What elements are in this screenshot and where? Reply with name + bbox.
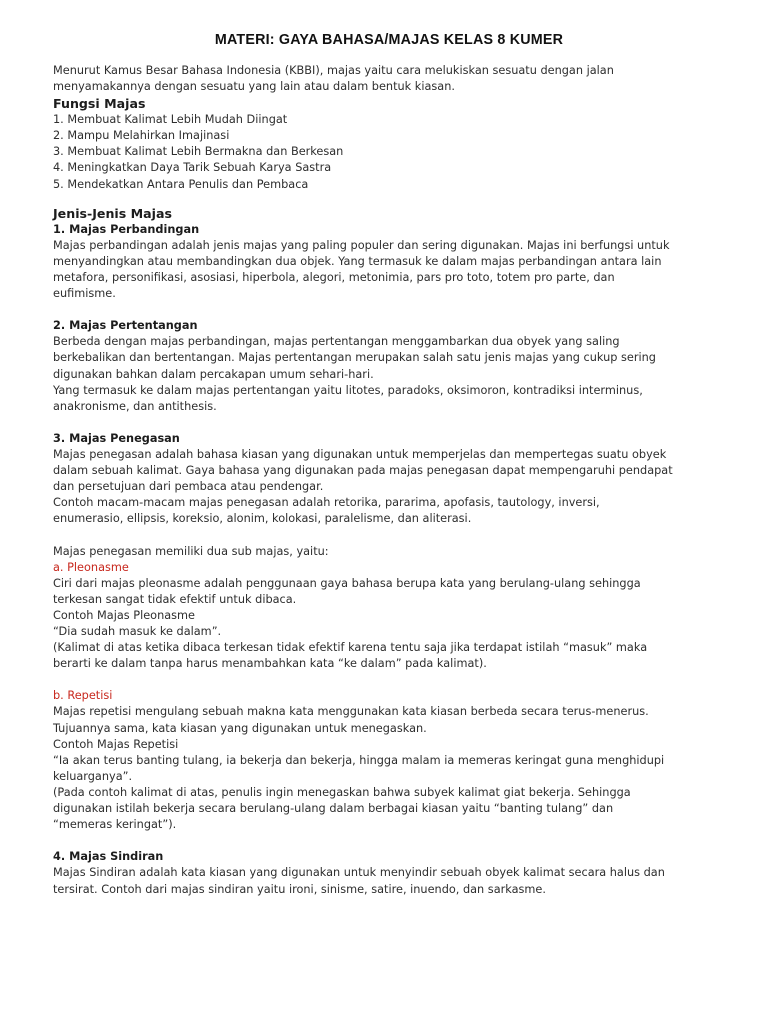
paragraph-line: Yang termasuk ke dalam majas pertentangan yaitu litotes, paradoks, oksimoron, kontradiksi interminus, (53, 383, 643, 397)
page-title: MATERI: GAYA BAHASA/MAJAS KELAS 8 KUMER (214, 32, 564, 48)
document-page (53, 31, 725, 898)
section-pertentangan (53, 318, 725, 415)
section-heading: 2. Majas Pertentangan (53, 319, 198, 333)
example-line: berarti ke dalam tanpa harus menambahkan kata “ke dalam” pada kalimat). (53, 657, 487, 671)
paragraph-line: Tujuannya sama, kata kiasan yang digunakan untuk menegaskan. (53, 721, 427, 735)
example-line: keluarganya”. (53, 769, 133, 783)
intro-line: Menurut Kamus Besar Bahasa Indonesia (KBBI), majas yaitu cara melukiskan sesuatu dengan jalan (53, 64, 614, 77)
paragraph-line: anakronisme, dan antithesis. (53, 399, 217, 413)
paragraph-line: berkebalikan dan bertentangan. Majas pertentangan merupakan salah satu jenis majas yang cukup sering (53, 351, 656, 365)
intro-paragraph (53, 63, 725, 95)
paragraph-line: digunakan bahkan dalam percakapan umum sehari-hari. (53, 367, 374, 381)
fungsi-heading: Fungsi Majas (53, 96, 146, 112)
paragraph-line: Majas Sindiran adalah kata kiasan yang digunakan untuk menyindir sebuah obyek kalimat secara halus dan (53, 866, 665, 880)
paragraph-line: tersirat. Contoh dari majas sindiran yaitu ironi, sinisme, satire, inuendo, dan sarkasme. (53, 882, 546, 896)
subsection-repetisi (53, 688, 725, 833)
paragraph-line: enumerasio, ellipsis, koreksio, alonim, kolokasi, paralelisme, dan aliterasi. (53, 512, 472, 526)
intro-line: menyamakannya dengan sesuatu yang lain atau dalam bentuk kiasan. (53, 80, 455, 94)
paragraph-line: menyandingkan atau membandingkan dua objek. Yang termasuk ke dalam majas perbandingan antara lain (53, 254, 662, 268)
example-label: Contoh Majas Pleonasme (53, 608, 195, 622)
example-line: “Ia akan terus banting tulang, ia bekerja dan bekerja, hingga malam ia memeras keringat guna menghidupi (53, 753, 665, 767)
paragraph-line: Majas penegasan adalah bahasa kiasan yang digunakan untuk memperjelas dan mempertegas suatu obyek (53, 447, 667, 461)
section-perbandingan (53, 222, 725, 302)
paragraph-line: Majas repetisi mengulang sebuah makna kata menggunakan kata kiasan berbeda secara terus-menerus. (53, 705, 649, 719)
subsection-heading: a. Pleonasme (53, 560, 129, 574)
paragraph-line: Majas perbandingan adalah jenis majas yang paling populer dan sering digunakan. Majas ini berfungsi untuk (53, 238, 670, 252)
list-item: 5. Mendekatkan Antara Penulis dan Pembaca (53, 177, 309, 191)
jenis-heading: Jenis-Jenis Majas (53, 205, 172, 221)
paragraph-line: metafora, personifikasi, asosiasi, hiperbola, alegori, metonimia, pars pro toto, totem pro parte, dan (53, 270, 615, 284)
sub-intro: Majas penegasan memiliki dua sub majas, yaitu: (53, 544, 329, 558)
section-heading: 4. Majas Sindiran (53, 850, 164, 864)
list-item: 1. Membuat Kalimat Lebih Mudah Diingat (53, 113, 288, 127)
paragraph-line: Ciri dari majas pleonasme adalah penggunaan gaya bahasa berupa kata yang berulang-ulang sehingga (53, 576, 641, 590)
paragraph-line: Berbeda dengan majas perbandingan, majas pertentangan menggambarkan dua obyek yang saling (53, 335, 620, 349)
section-sindiran (53, 849, 725, 897)
paragraph-line: dan persetujuan dari pembaca atau pendengar. (53, 480, 324, 494)
paragraph-line: Contoh macam-macam majas penegasan adalah retorika, pararima, apofasis, tautology, inversi, (53, 496, 600, 510)
subsection-heading: b. Repetisi (53, 689, 113, 703)
paragraph-line: eufimisme. (53, 287, 116, 301)
section-heading: 3. Majas Penegasan (53, 431, 180, 445)
example-line: (Pada contoh kalimat di atas, penulis ingin menegaskan bahwa subyek kalimat giat bekerja. Sehingga (53, 785, 631, 799)
example-line: digunakan istilah bekerja secara berulang-ulang dalam berbagai kiasan yaitu “banting tulang” dan (53, 802, 614, 816)
example-line: “Dia sudah masuk ke dalam”. (53, 625, 222, 638)
section-penegasan (53, 431, 725, 833)
section-heading: 1. Majas Perbandingan (53, 222, 200, 236)
list-item: 2. Mampu Melahirkan Imajinasi (53, 129, 230, 143)
subsection-pleonasme (53, 560, 725, 673)
example-line: (Kalimat di atas ketika dibaca terkesan tidak efektif karena tentu saja jika terdapat istilah “masuk” maka (53, 641, 648, 655)
paragraph-line: dalam sebuah kalimat. Gaya bahasa yang digunakan pada majas penegasan dapat mempengaruhi pendapat (53, 464, 673, 478)
list-item: 4. Meningkatkan Daya Tarik Sebuah Karya Sastra (53, 161, 332, 175)
paragraph-line: terkesan sangat tidak efektif untuk dibaca. (53, 592, 297, 606)
fungsi-list (53, 112, 725, 192)
list-item: 3. Membuat Kalimat Lebih Bermakna dan Berkesan (53, 145, 344, 159)
example-line: “memeras keringat”). (53, 818, 177, 832)
example-label: Contoh Majas Repetisi (53, 737, 179, 751)
